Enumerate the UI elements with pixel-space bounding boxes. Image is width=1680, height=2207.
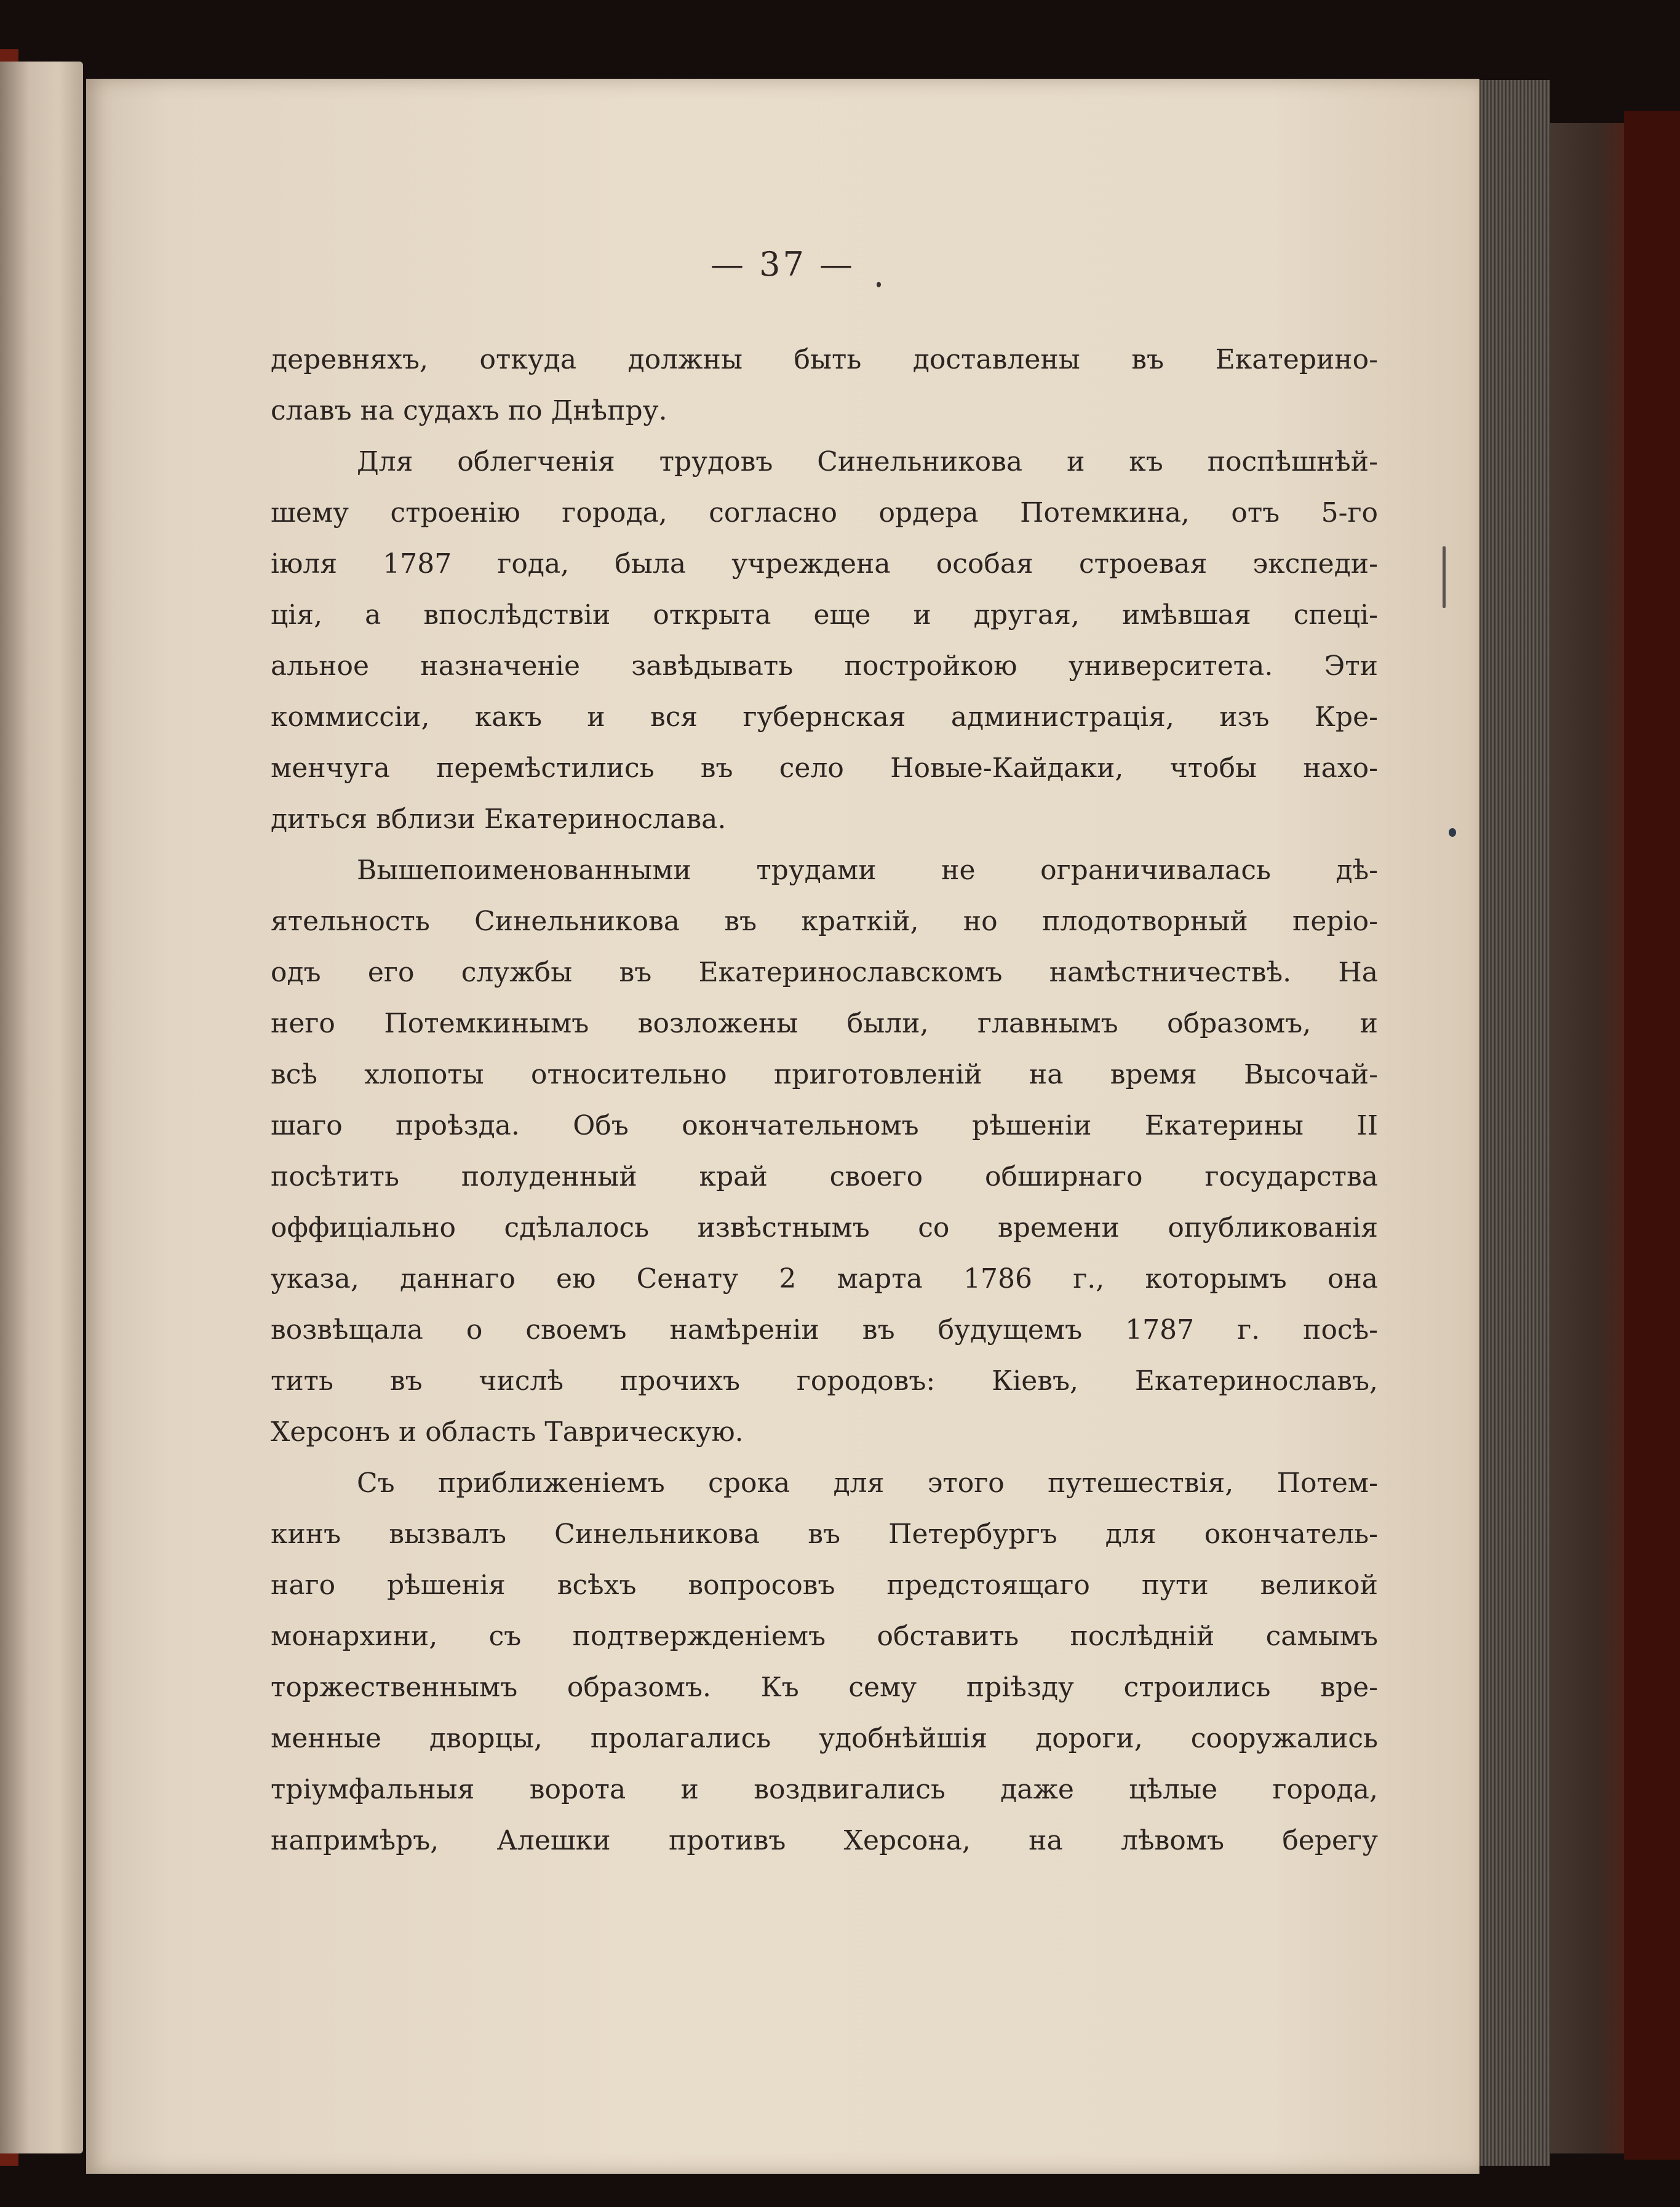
- text-line: указа, даннаго ею Сенату 2 марта 1786 г., которымъ она: [271, 1263, 1378, 1295]
- text-line: торжественнымъ образомъ. Къ сему пріѣзду строились вре-: [271, 1672, 1378, 1703]
- text-line: ція, а впослѣдствіи открыта еще и другая, имѣвшая спеці-: [271, 599, 1378, 631]
- text-line: альное назначеніе завѣдывать постройкою университета. Эти: [271, 650, 1378, 682]
- page-edges: [1476, 80, 1550, 2166]
- text-line: менчуга перемѣстились въ село Новые-Кайдаки, чтобы нахо-: [271, 752, 1378, 784]
- text-line: іюля 1787 года, была учреждена особая строевая экспеди-: [271, 548, 1378, 580]
- text-line: ятельность Синельникова въ краткій, но плодотворный періо-: [271, 906, 1378, 937]
- text-line: возвѣщала о своемъ намѣреніи въ будущемъ 1787 г. посѣ-: [271, 1314, 1378, 1346]
- text-line: кинъ вызвалъ Синельникова въ Петербургъ для окончатель-: [271, 1519, 1378, 1550]
- book-spine: [1624, 111, 1680, 2160]
- text-line: монархини, съ подтвержденіемъ обставить послѣдній самымъ: [271, 1621, 1378, 1652]
- text-line: Для облегченія трудовъ Синельникова и къ поспѣшнѣй-: [357, 446, 1378, 477]
- previous-page-edge: [0, 62, 83, 2153]
- text-line: одъ его службы въ Екатеринославскомъ намѣстничествѣ. На: [271, 957, 1378, 988]
- text-line: деревняхъ, откуда должны быть доставлены въ Екатерино-: [271, 344, 1378, 375]
- text-line: шему строенію города, согласно ордера Потемкина, отъ 5-го: [271, 497, 1378, 529]
- body-text: [271, 334, 1378, 1866]
- page-number: — 37 —: [710, 245, 856, 284]
- text-line: напримѣръ, Алешки противъ Херсона, на лѣвомъ берегу: [271, 1825, 1378, 1856]
- text-line: менные дворцы, пролагались удобнѣйшія дороги, сооружались: [271, 1723, 1378, 1754]
- text-line: Вышепоименованными трудами не ограничивалась дѣ-: [357, 855, 1378, 886]
- margin-blot: [1449, 828, 1456, 837]
- text-line: посѣтить полуденный край своего обширнаго государства: [271, 1161, 1378, 1192]
- text-line: шаго проѣзда. Объ окончательномъ рѣшеніи Екатерины II: [271, 1110, 1378, 1141]
- text-line: Съ приближеніемъ срока для этого путешествія, Потем-: [357, 1467, 1378, 1499]
- text-line: коммиссіи, какъ и вся губернская администрація, изъ Кре-: [271, 701, 1378, 733]
- margin-mark: [1443, 546, 1446, 608]
- text-line: тить въ числѣ прочихъ городовъ: Кіевъ, Екатеринославъ,: [271, 1365, 1378, 1397]
- text-line: Херсонъ и область Таврическую.: [271, 1416, 744, 1448]
- book-page: [86, 79, 1479, 2174]
- text-line: всѣ хлопоты относительно приготовленій на время Высочай-: [271, 1059, 1378, 1090]
- text-line: славъ на судахъ по Днѣпру.: [271, 395, 667, 426]
- text-line: оффиціально сдѣлалось извѣстнымъ со времени опубликованія: [271, 1212, 1378, 1243]
- text-line: тріумфальныя ворота и воздвигались даже цѣлые города,: [271, 1774, 1378, 1805]
- text-line: диться вблизи Екатеринослава.: [271, 804, 727, 835]
- text-line: него Потемкинымъ возложены были, главнымъ образомъ, и: [271, 1008, 1378, 1039]
- text-line: наго рѣшенія всѣхъ вопросовъ предстоящаго пути великой: [271, 1570, 1378, 1601]
